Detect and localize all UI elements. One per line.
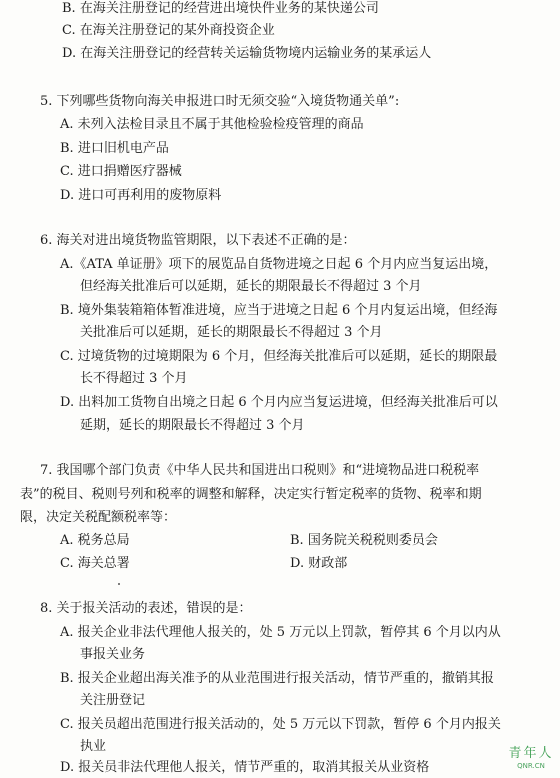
q6-option-d-line2: 延期，延长的期限最长不得超过 3 个月: [80, 418, 305, 433]
q8-option-a-line1: A. 报关企业非法代理他人报关的，处 5 万元以上罚款，暂停其 6 个月以内从: [60, 625, 501, 640]
q6-option-c-line1: C. 过境货物的过境期限为 6 个月，但经海关批准后可以延期，延长的期限最: [60, 349, 498, 364]
q7-stem-line1: 7. 我国哪个部门负责《中华人民共和国进出口税则》和“进境物品进口税税率: [40, 463, 480, 478]
site-watermark-logo: [508, 746, 554, 774]
watermark-text-en: QNR.CN: [517, 762, 545, 770]
q5-option-b: B. 进口旧机电产品: [60, 141, 169, 156]
q8-option-d-line1: D. 报关员非法代理他人报关，情节严重的，取消其报关从业资格: [60, 760, 430, 775]
q8-option-c-line2: 执业: [80, 739, 107, 754]
q8-option-a-line2: 事报关业务: [80, 647, 146, 662]
q8-option-b-line1: B. 报关企业超出海关准予的从业范围进行报关活动，情节严重的，撤销其报: [60, 671, 494, 686]
q7-stem-line2: 表”的税目、税则号列和税率的调整和解释，决定实行暂定税率的货物、税率和期: [20, 487, 482, 502]
q7-option-d: D. 财政部: [290, 556, 348, 571]
q7-option-c: C. 海关总署: [60, 556, 130, 571]
q7-option-b: B. 国务院关税税则委员会: [290, 533, 438, 548]
q8-option-b-line2: 关注册登记: [80, 693, 146, 708]
q6-option-a-line2: 但经海关批准后可以延期，延长的期限最长不得超过 3 个月: [80, 279, 422, 294]
q7-option-a: A. 税务总局: [60, 533, 130, 548]
q8-option-c-line1: C. 报关员超出范围进行报关活动的，处 5 万元以下罚款，暂停 6 个月内报关: [60, 717, 501, 732]
q5-option-c: C. 进口捐赠医疗器械: [60, 164, 182, 179]
q5-stem: 5. 下列哪些货物向海关申报进口时无须交验“入境货物通关单”:: [40, 94, 400, 109]
q4-option-b: B. 在海关注册登记的经营进出境快件业务的某快递公司: [62, 1, 379, 16]
q8-stem: 8. 关于报关活动的表述，错误的是：: [40, 601, 252, 616]
q6-option-b-line1: B. 境外集装箱箱体暂准进境，应当于进境之日起 6 个月内复运出境，但经海: [60, 303, 498, 318]
q4-option-c: C. 在海关注册登记的某外商投资企业: [62, 23, 275, 38]
q6-stem: 6. 海关对进出境货物监管期限，以下表述不正确的是：: [40, 233, 356, 248]
q5-option-d: D. 进口可再利用的废物原料: [60, 188, 222, 203]
q6-option-c-line2: 长不得超过 3 个月: [80, 371, 188, 386]
q5-option-a: A. 未列入法检目录且不属于其他检验检疫管理的商品: [60, 117, 364, 132]
q6-option-b-line2: 关批准后可以延期，延长的期限最长不得超过 3 个月: [80, 325, 383, 340]
scan-speck: [118, 583, 120, 585]
q7-stem-line3: 限，决定关税配额税率等：: [20, 510, 177, 525]
q6-option-d-line1: D. 出料加工货物自出境之日起 6 个月内应当复运进境，但经海关批准后可以: [60, 395, 498, 410]
watermark-text-cn: 青年人: [508, 746, 554, 761]
q6-option-a-line1: A.《ATA 单证册》项下的展览品自货物进境之日起 6 个月内应当复运出境，: [60, 257, 498, 272]
q4-option-d: D. 在海关注册登记的经营转关运输货物境内运输业务的某承运人: [62, 46, 432, 61]
